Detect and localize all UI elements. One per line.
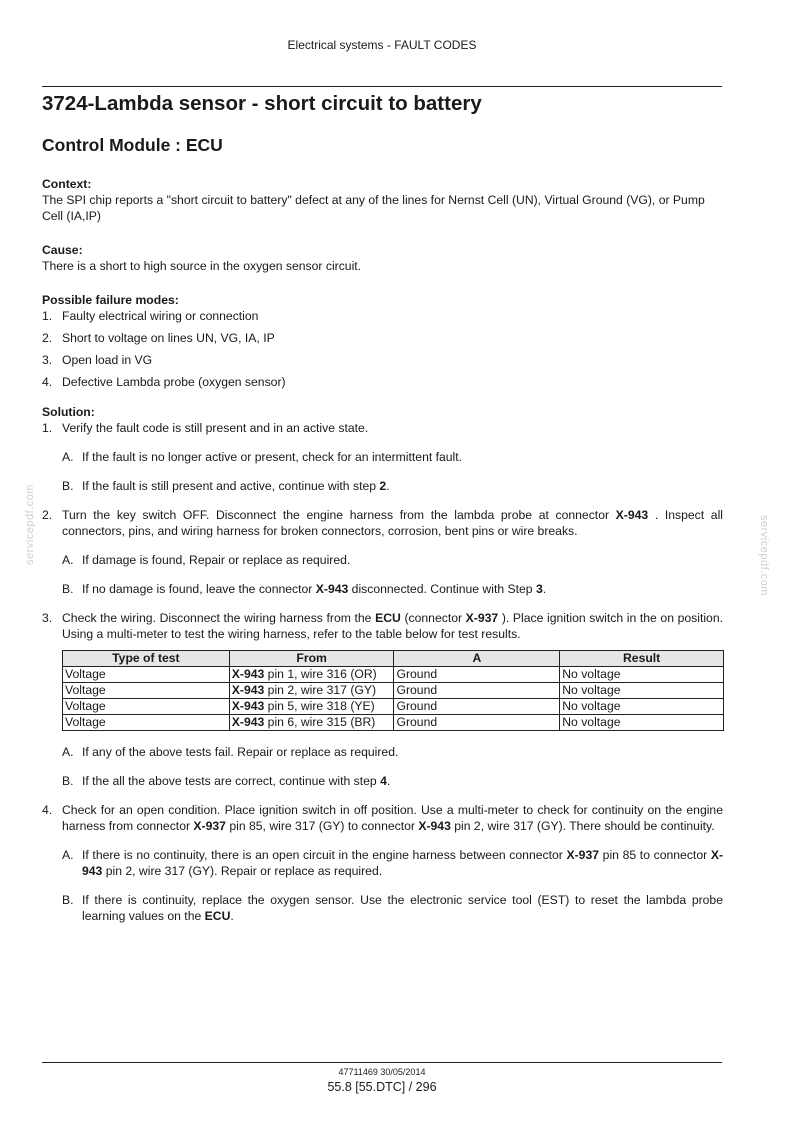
table-header-row [63,651,724,667]
list-item: 3. Open load in VG [42,353,153,367]
cause-section [42,242,723,274]
table-row: Voltage X-943 pin 2, wire 317 (GY) Ground No voltage [63,683,724,699]
cause-text: There is a short to high source in the oxygen sensor circuit. [42,259,362,273]
list-item: 4. Defective Lambda probe (oxygen sensor) [42,375,286,389]
step-option-b: B. If the all the above tests are correct, continue with step 4. [62,774,391,788]
page-title: 3724-Lambda sensor - short circuit to battery [42,92,482,115]
footer-doc-ref: 47711469 30/05/2014 [338,1067,426,1077]
step-option-a: A. If the fault is no longer active or present, check for an intermittent fault. [62,450,463,464]
module-heading: Control Module : ECU [42,135,223,155]
context-label: Context: [42,177,92,191]
footer-rule [42,1062,722,1063]
watermark-left: servicepdf.com [24,484,36,565]
list-item: 2. Short to voltage on lines UN, VG, IA, IP [42,331,275,345]
column-header: Type of test [63,651,230,667]
table-row: Voltage X-943 pin 1, wire 316 (OR) Ground No voltage [63,667,724,683]
step-text: Verify the fault code is still present and in an active state. [62,421,369,435]
header-rule [42,86,722,87]
solution-step-2: 2. Turn the key switch OFF. Disconnect the engine harness from the lambda probe at connector X-943 . Inspect all connectors, pins, and wiring harness for broken connectors, corrosion, bent pins or wire breaks. A. If damage is found, Repair or replace as required. B. If no damage is found, leave the connector X-943 disconnected. Continue with Step 3. [42,508,723,596]
watermark-right: servicepdf.com [758,515,770,596]
column-header: From [229,651,394,667]
table-row: Voltage X-943 pin 6, wire 315 (BR) Ground No voltage [63,715,724,731]
failure-modes-list [42,308,723,390]
step-2-options [62,552,723,597]
footer-page-number: 55.8 [55.DTC] / 296 [327,1080,437,1094]
running-header: Electrical systems - FAULT CODES [287,38,477,52]
step-text: Check for an open condition. Place ignition switch in off position. Use a multi-meter to check for continuity on the engine harness from connector X-937 pin 85, wire 317 (GY) to connector X-943 pin 2, wire 317 (GY). There should be continuity. [62,803,723,833]
failure-modes-label: Possible failure modes: [42,293,179,307]
solution-label: Solution: [42,405,95,419]
solution-step-1: 1. Verify the fault code is still present and in an active state. A. If the fault is no longer active or present, check for an intermittent fault. B. If the fault is still present and active, continue with step 2. [42,420,723,494]
solution-step-4: 4. Check for an open condition. Place ignition switch in off position. Use a multi-meter to check for continuity on the engine harness from connector X-937 pin 85, wire 317 (GY) to connector X-943 pin 2, wire 317 (GY). There should be continuity. A. If there is no continuity, there is an open circuit in the engine harness between connector X-937 pin 85 to connector X-943 pin 2, wire 317 (GY). Repair or replace as required. B. If there is continuity, replace the oxygen sensor. Use the electronic service tool (EST) to reset the lambda probe learning values on the ECU. [42,803,724,923]
step-option-b: B. If there is continuity, replace the oxygen sensor. Use the electronic service tool (EST) to reset the lambda probe learning values on the ECU. [62,893,723,923]
column-header: Result [560,651,724,667]
table-row: Voltage X-943 pin 5, wire 318 (YE) Ground No voltage [63,699,724,715]
step-option-a: A. If there is no continuity, there is an open circuit in the engine harness between connector X-937 pin 85 to connector X-943 pin 2, wire 317 (GY). Repair or replace as required. [62,848,724,878]
step-option-a: A. If damage is found, Repair or replace as required. [62,553,351,567]
step-1-options [62,449,723,494]
step-3-options [62,744,723,789]
step-option-b: B. If the fault is still present and active, continue with step 2. [62,479,390,493]
step-text: Turn the key switch OFF. Disconnect the engine harness from the lambda probe at connector X-943 . Inspect all connectors, pins, and wiring harness for broken connectors, corrosion, bent pins or wire breaks. [62,508,723,538]
step-text: Check the wiring. Disconnect the wiring harness from the ECU (connector X-937 ). Place ignition switch in the on position. Using a multi-meter to test the wiring harness, refer to the table below for test results. [62,611,724,641]
context-text: The SPI chip reports a "short circuit to battery" defect at any of the lines for Nernst Cell (UN), Virtual Ground (VG), or Pump Cell (IA,IP) [42,193,705,223]
cause-label: Cause: [42,243,83,257]
solution-step-3: 3. Check the wiring. Disconnect the wiring harness from the ECU (connector X-937 ). Place ignition switch in the on position. Using a multi-meter to test the wiring harness, refer to the table below for test results. Type of test From A Result Voltage X-943 pin 1, wire 316 (OR) Ground No voltage Voltage X-943 pin 2, wire 317 (GY) Ground No voltage Voltage X-943 pin 5, wire 318 (YE) Ground No voltage Voltage X-943 pin 6, wire 315 (BR) Ground No voltage A. If any of the above tests fail. Repair or replace as required. B. If the all the above tests are correct, continue with step 4. [42,611,724,788]
step-4-options [62,847,723,924]
solution-steps [42,420,723,924]
step-option-a: A. If any of the above tests fail. Repair or replace as required. [62,745,399,759]
context-section [42,176,723,224]
column-header: A [394,651,560,667]
list-item: 1. Faulty electrical wiring or connection [42,309,259,323]
step-option-b: B. If no damage is found, leave the connector X-943 disconnected. Continue with Step 3. [62,582,547,596]
page-content [42,88,723,937]
test-results-table [62,650,724,731]
